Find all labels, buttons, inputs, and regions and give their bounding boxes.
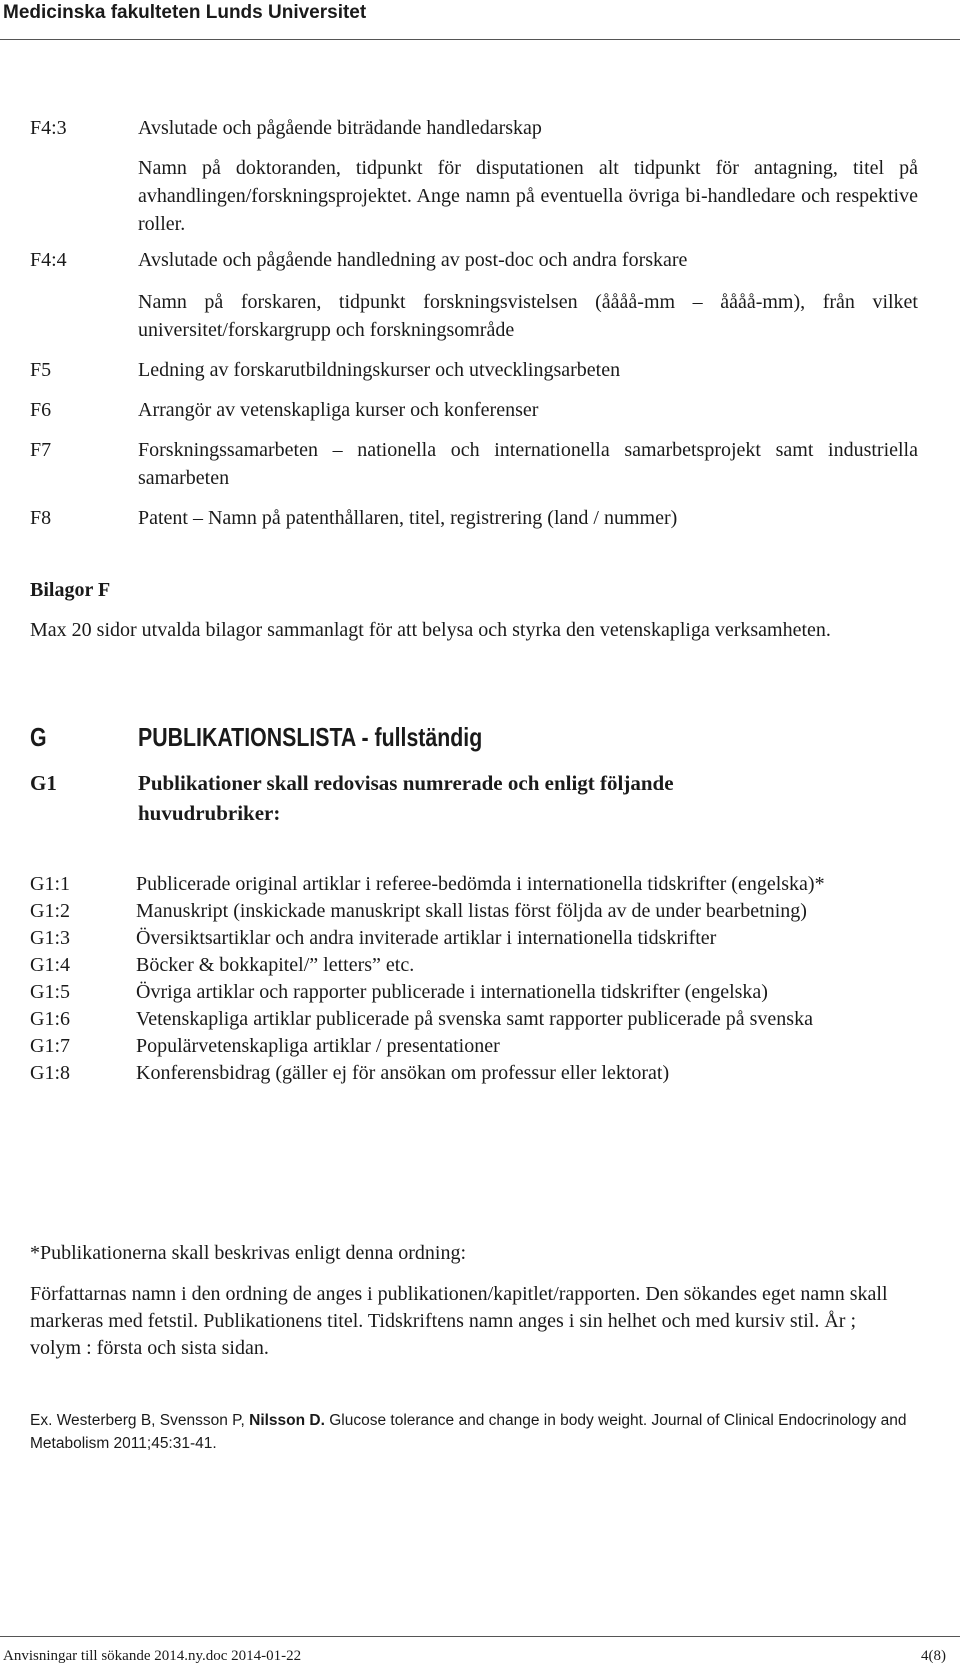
f-item-code: F7: [30, 439, 52, 461]
g1-subitem-text: Konferensbidrag (gäller ej för ansökan om professur eller lektorat): [136, 1062, 670, 1084]
citation-example: [30, 1409, 910, 1455]
citation-prefix: Ex. Westerberg B, Svensson P,: [30, 1412, 250, 1429]
footer-page-number: 4(8): [921, 1648, 946, 1664]
g1-subitem: [30, 1060, 930, 1087]
f-item-text: Ledning av forskarutbildningskurser och utvecklingsarbeten: [138, 359, 621, 381]
f-item-text: Avslutade och pågående handledning av post-doc och andra forskare: [138, 249, 688, 271]
g1-subitem-text: Översiktsartiklar och andra inviterade artiklar i internationella tidskrifter: [136, 927, 717, 949]
f-item-code: F4:3: [30, 117, 67, 139]
f-item: [30, 396, 930, 424]
f-item: [30, 288, 930, 344]
section-g-title: PUBLIKATIONSLISTA - fullständig: [138, 722, 483, 752]
g1-subitem: [30, 898, 930, 925]
g1-subitem-text: Populärvetenskapliga artiklar / presentationer: [136, 1035, 500, 1057]
g1-subitem-text: Vetenskapliga artiklar publicerade på svenska samt rapporter publicerade på svenska: [136, 1008, 813, 1030]
g1-subitem: [30, 871, 930, 898]
g1-subitem: [30, 925, 930, 952]
f-item-text: Patent – Namn på patenthållaren, titel, registrering (land / nummer): [138, 507, 678, 529]
citation-suffix: Glucose tolerance and change in body weight. Journal of Clinical Endocrinology and Metabolism 2011;45:31-41.: [30, 1412, 907, 1452]
g1-subitem-code: G1:8: [30, 1062, 70, 1084]
section-g-letter: G: [30, 722, 47, 752]
g1-subitem-code: G1:6: [30, 1008, 70, 1030]
g1-subitem: [30, 1006, 930, 1033]
f-item-text: Avslutade och pågående biträdande handledarskap: [138, 117, 542, 139]
section-g-heading: [30, 722, 558, 753]
g1-heading: [30, 768, 778, 828]
g1-subitem-list: [30, 871, 930, 1087]
f-item: [30, 114, 930, 142]
citation-bold-name: Nilsson D.: [249, 1412, 325, 1429]
g1-description: Publikationer skall redovisas numrerade och enligt följande huvudrubriker:: [138, 771, 674, 825]
footer-document-info: Anvisningar till sökande 2014.ny.doc 2014-01-22: [3, 1648, 302, 1664]
g1-subitem-code: G1:1: [30, 873, 70, 895]
g1-code: G1: [30, 771, 57, 795]
page-footer: [0, 1645, 946, 1667]
g1-subitem-text: Övriga artiklar och rapporter publicerade i internationella tidskrifter (engelska): [136, 981, 768, 1003]
f-item-code: F5: [30, 359, 52, 381]
header-divider: [0, 39, 960, 40]
g1-subitem: [30, 1033, 930, 1060]
g1-subitem: [30, 979, 930, 1006]
f-item-code: F8: [30, 507, 52, 529]
bilagor-text: Max 20 sidor utvalda bilagor sammanlagt för att belysa och styrka den vetenskapliga verksamheten.: [30, 619, 831, 641]
bilagor-heading: Bilagor F: [30, 579, 111, 601]
g1-subitem-code: G1:3: [30, 927, 70, 949]
f-item-code: F6: [30, 399, 52, 421]
f-item: [30, 246, 930, 274]
note-heading: *Publikationerna skall beskrivas enligt denna ordning:: [30, 1242, 467, 1264]
f-item: [30, 504, 930, 532]
f-item-text: Arrangör av vetenskapliga kurser och konferenser: [138, 399, 539, 421]
footer-divider: [0, 1636, 960, 1637]
note-text: Författarnas namn i den ordning de anges i publikationen/kapitlet/rapporten. Den sökandes eget namn skall markeras med fetstil. Publikationens titel. Tidskriftens namn anges i sin helhet och med kursiv stil. År ; volym : första och sista sidan.: [30, 1283, 888, 1359]
f-item: [30, 154, 930, 238]
page-header-title: Medicinska fakulteten Lunds Universitet: [3, 2, 367, 23]
g1-subitem-text: Manuskript (inskickade manuskript skall listas först följda av de under bearbetning): [136, 900, 807, 922]
g1-subitem-code: G1:2: [30, 900, 70, 922]
g1-subitem: [30, 952, 930, 979]
f-item-code: [30, 288, 138, 344]
f-item: [30, 436, 930, 492]
f-item-text: Forskningssamarbeten – nationella och internationella samarbetsprojekt samt industriella samarbeten: [138, 439, 918, 489]
g1-subitem-code: G1:5: [30, 981, 70, 1003]
f-item: [30, 356, 930, 384]
f-section-list: [30, 114, 930, 532]
f-item-code: [30, 154, 138, 238]
g1-subitem-text: Böcker & bokkapitel/” letters” etc.: [136, 954, 415, 976]
f-item-text: Namn på doktoranden, tidpunkt för disputationen alt tidpunkt för antagning, titel på avhandlingen/forskningsprojektet. Ange namn på eventuella övriga bi-handledare och respektive roller.: [138, 157, 918, 235]
g1-subitem-code: G1:7: [30, 1035, 70, 1057]
g1-subitem-code: G1:4: [30, 954, 70, 976]
f-item-code: F4:4: [30, 249, 67, 271]
g1-subitem-text: Publicerade original artiklar i referee-bedömda i internationella tidskrifter (engelska)*: [136, 873, 825, 895]
f-item-text: Namn på forskaren, tidpunkt forskningsvistelsen (åååå-mm – åååå-mm), från vilket universitet/forskargrupp och forskningsområde: [138, 291, 918, 341]
